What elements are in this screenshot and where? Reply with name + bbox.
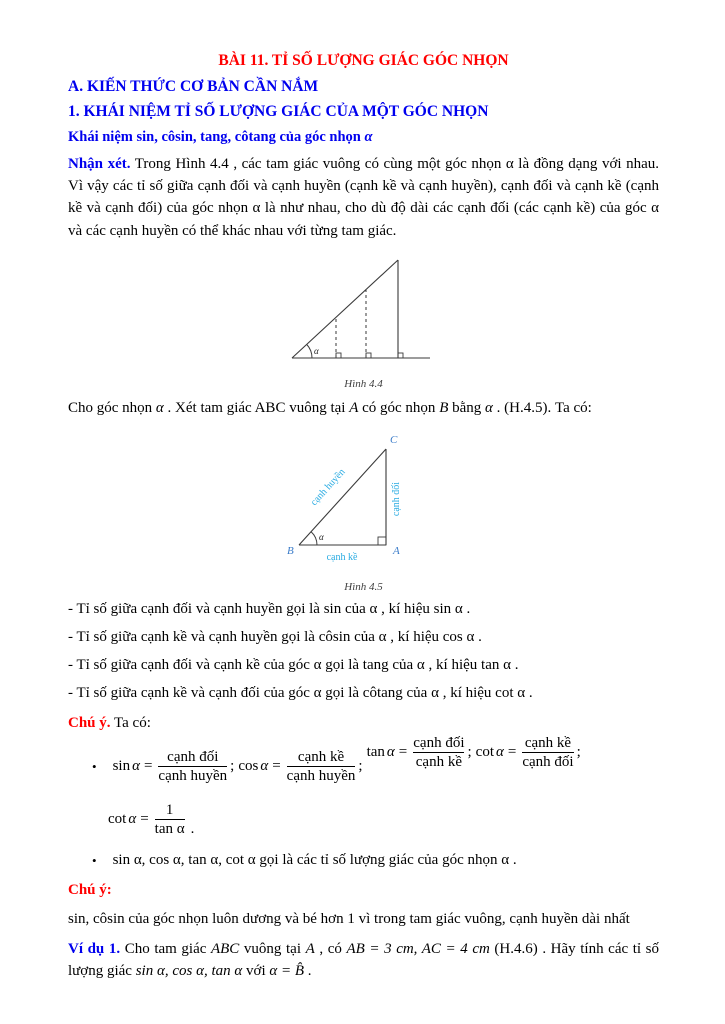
sin-fn: sin: [112, 758, 131, 775]
sin-alpha: α: [132, 758, 140, 775]
intro-var-b: B: [439, 399, 449, 416]
example-var-a: A: [305, 940, 315, 957]
remark-text: Trong Hình 4.4 , các tam giác vuông có cùng một góc nhọn α là đồng dạng với nhau. Vì vậy các tỉ số giữa cạnh đối và cạnh huyền (cạnh kề và cạnh huyền), cạnh đối và cạnh kề (cạnh kề và cạnh đối) của góc nhọn α là như nhau, cho dù độ dài các cạnh đối (các cạnh kề) của góc α và các cạnh huyền có thể khác nhau với từng tam giác.: [68, 156, 660, 239]
sin-formula: [113, 748, 235, 785]
example-text-1: Cho tam giác: [120, 940, 211, 957]
cot-alpha: α: [495, 744, 504, 761]
cot-formula: [476, 734, 581, 771]
tan-denominator: cạnh kề: [413, 752, 464, 771]
angle-arc: [306, 344, 311, 358]
intro-var-a: A: [349, 399, 359, 416]
ratio-names-text: sin α, cos α, tan α, cot α gọi là các tỉ số lượng giác của góc nhọn α .: [112, 852, 517, 869]
vertex-c-label: C: [389, 433, 397, 446]
period: .: [190, 821, 195, 838]
page-title: BÀI 11. TỈ SỐ LƯỢNG GIÁC GÓC NHỌN: [218, 52, 509, 69]
note2-label-line: [68, 879, 659, 901]
tan-alpha: α: [386, 744, 395, 761]
cot-numerator: cạnh kề: [524, 735, 572, 752]
example-var-abc: ABC: [210, 940, 240, 957]
intro-text-4: bằng: [448, 399, 486, 416]
alpha-label: α: [313, 345, 319, 356]
example-alpha-equals-b: α = B̂: [269, 962, 305, 979]
right-triangle-diagram: [269, 427, 459, 575]
separator: ;: [358, 758, 363, 775]
equals-sign: =: [272, 758, 281, 775]
hypotenuse-side-label: cạnh huyền: [308, 466, 348, 508]
concept-alpha-symbol: α: [364, 129, 373, 145]
cot-fn: cot: [108, 811, 127, 828]
cos-denominator: cạnh huyền: [286, 768, 356, 785]
right-angle-mark-2: [366, 353, 371, 358]
cot-reciprocal-formula: [68, 801, 659, 838]
cot-fraction: [522, 734, 573, 771]
angle-arc: [311, 532, 317, 545]
section-a-heading: A. KIẾN THỨC CƠ BẢN CẦN NẮM: [68, 78, 319, 95]
intro-text-2: . Xét tam giác ABC vuông tại: [163, 399, 350, 416]
raised-formula-group: [367, 734, 585, 771]
bullet-marker: •: [92, 758, 97, 774]
formula-bullet-row: [68, 735, 659, 785]
right-angle-mark-3: [398, 353, 403, 358]
intro-text-5: . (H.4.5). Ta có:: [492, 399, 592, 416]
intro-text-1: Cho góc nhọn: [68, 399, 156, 416]
note1-paragraph: [68, 712, 659, 734]
remark-label: Nhận xét.: [68, 156, 131, 172]
cos-fraction: [287, 748, 356, 785]
intro-var-alpha-1: α: [155, 399, 164, 416]
tan-fraction: [413, 734, 464, 771]
cos-alpha: α: [260, 758, 269, 775]
definition-cot: - Tỉ số giữa cạnh kề và cạnh đối của góc α gọi là côtang của α , kí hiệu cot α .: [68, 684, 533, 701]
sin-fraction: [158, 748, 227, 785]
figure-4-5: [68, 427, 659, 593]
figure-4-5-caption: Hình 4.5: [344, 580, 383, 593]
right-angle-mark-1: [336, 353, 341, 358]
ratio-names-bullet-row: [68, 852, 659, 869]
similar-triangles-diagram: [278, 250, 450, 372]
hypotenuse-line: [292, 260, 398, 358]
cot-denominator: cạnh đối: [522, 754, 574, 771]
intro-var-alpha-2: α: [485, 399, 493, 416]
sin-denominator: cạnh huyền: [158, 768, 228, 785]
bullet-marker: •: [92, 852, 97, 868]
figure-4-4-caption: Hình 4.4: [344, 377, 383, 390]
sin-numerator: cạnh đối: [167, 749, 219, 766]
reciprocal-numerator: 1: [165, 802, 174, 819]
vertex-a-label: A: [392, 544, 400, 557]
remark-paragraph: [68, 153, 659, 242]
example-measurements: AB = 3 cm, AC = 4 cm: [346, 940, 490, 957]
example-text-5: với: [242, 962, 270, 979]
reciprocal-denominator: tan α: [154, 821, 185, 838]
note1-text: Ta có:: [110, 714, 151, 731]
tan-numerator: cạnh đối: [413, 735, 465, 752]
equals-sign: =: [507, 744, 517, 761]
example-paragraph: [68, 938, 659, 982]
tan-formula: [367, 734, 472, 771]
example-text-3: , có: [314, 940, 347, 957]
example-label: Ví dụ 1.: [68, 940, 121, 957]
reciprocal-fraction: [155, 801, 185, 838]
cot-alpha: α: [128, 811, 137, 828]
note2-text-line: sin, côsin của góc nhọn luôn dương và bé hơn 1 vì trong tam giác vuông, cạnh huyền dài nhất: [68, 911, 630, 928]
adjacent-side-label: cạnh kề: [326, 551, 357, 563]
example-text-2: vuông tại: [239, 940, 306, 957]
cot-fn: cot: [475, 744, 494, 761]
equals-sign: =: [398, 744, 408, 761]
example-text-4: (H.4.6) . Hãy tính các tỉ số lượng giác: [68, 940, 659, 979]
figure-4-4: [68, 250, 659, 390]
intro-paragraph: [68, 397, 659, 419]
cos-fn: cos: [238, 758, 259, 775]
cos-numerator: cạnh kề: [297, 749, 345, 766]
tan-fn: tan: [366, 744, 385, 761]
note2-label: Chú ý:: [68, 882, 112, 899]
trig-ratio-formulas: [112, 735, 585, 785]
equals-sign: =: [143, 758, 153, 775]
example-trig-list: sin α, cos α, tan α: [135, 962, 243, 979]
definition-tan: - Tỉ số giữa cạnh đối và cạnh kề của góc α gọi là tang của α , kí hiệu tan α .: [68, 656, 519, 673]
definition-cos: - Tỉ số giữa cạnh kề và cạnh huyền gọi là côsin của α , kí hiệu cos α .: [68, 628, 482, 645]
note1-label: Chú ý.: [68, 714, 111, 731]
alpha-label: α: [318, 531, 324, 542]
separator: ;: [230, 758, 235, 775]
concept-subheading-text: Khái niệm sin, côsin, tang, côtang của góc nhọn: [68, 129, 361, 145]
right-angle-mark: [378, 537, 386, 545]
cos-formula: [238, 748, 362, 785]
separator: ;: [576, 744, 581, 761]
separator: ;: [467, 744, 472, 761]
example-text-6: .: [304, 962, 312, 979]
vertex-b-label: B: [286, 544, 294, 557]
opposite-side-label: cạnh đối: [390, 481, 402, 517]
intro-text-3: có góc nhọn: [358, 399, 440, 416]
definition-sin: - Tỉ số giữa cạnh đối và cạnh huyền gọi là sin của α , kí hiệu sin α .: [68, 600, 471, 617]
equals-sign: =: [140, 811, 149, 828]
concept-subheading: [68, 129, 659, 146]
section-1-heading: 1. KHÁI NIỆM TỈ SỐ LƯỢNG GIÁC CỦA MỘT GÓC NHỌN: [68, 103, 489, 120]
